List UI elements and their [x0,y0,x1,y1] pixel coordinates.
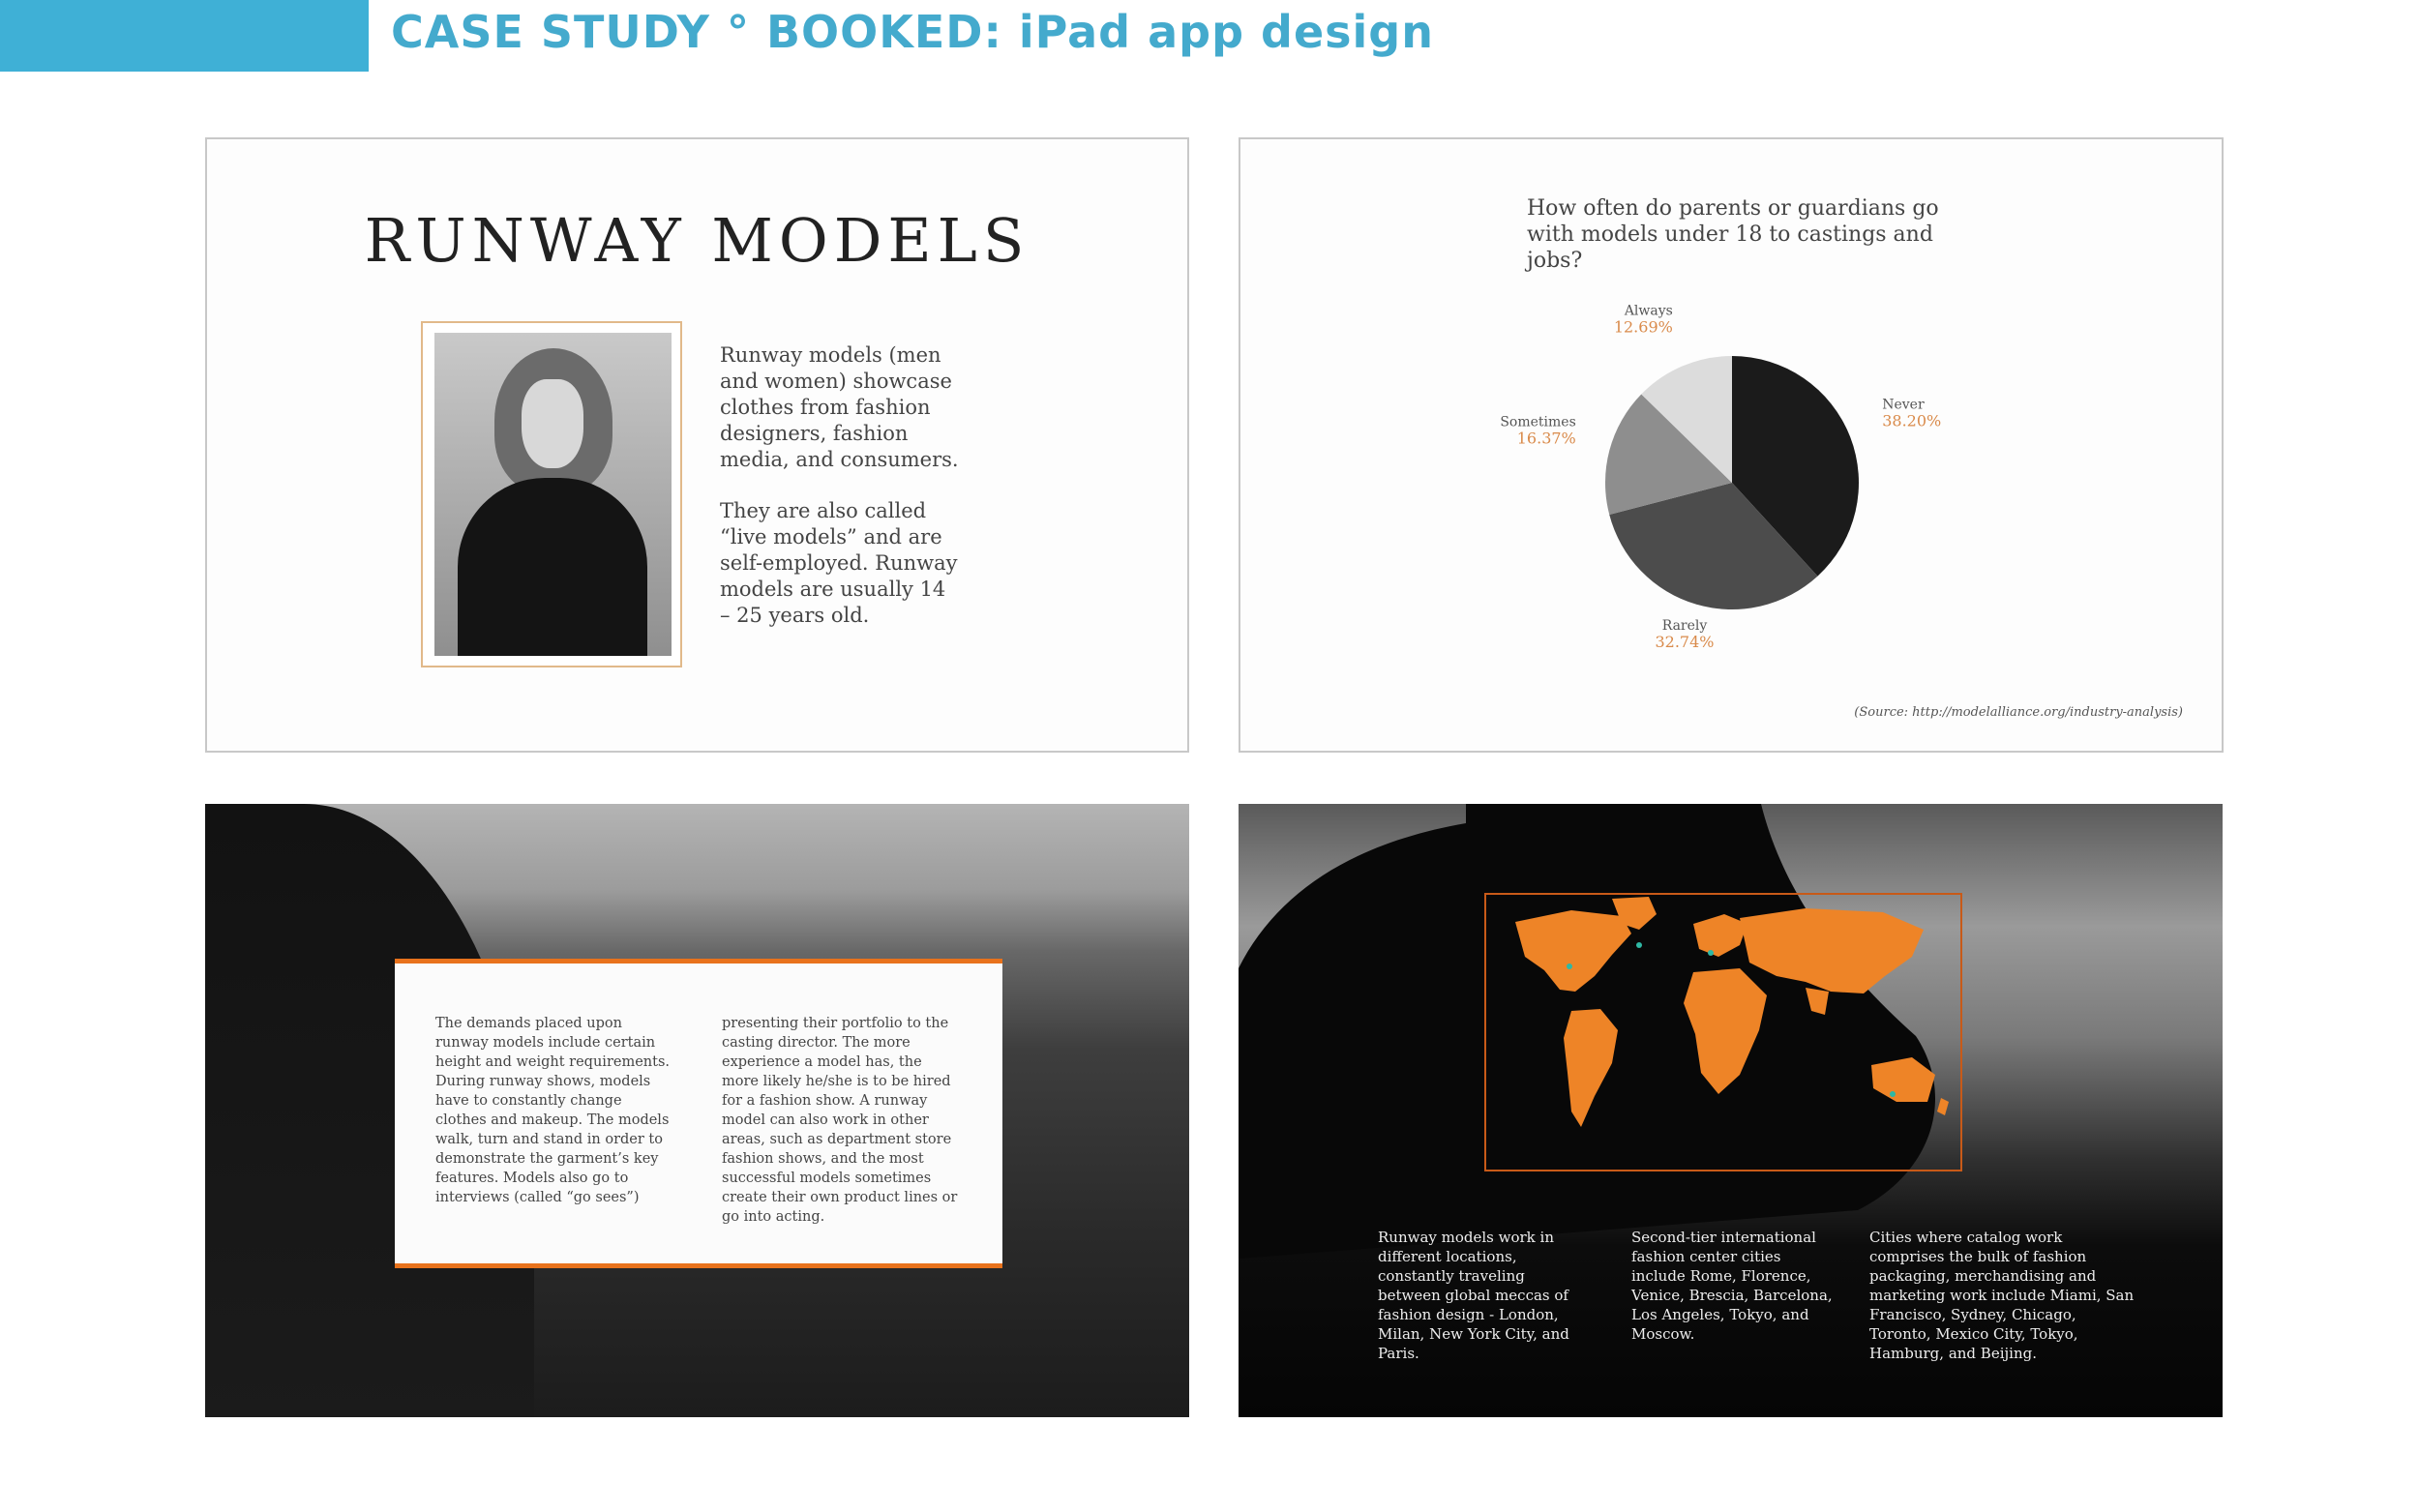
pie-value-never: 38.20% [1882,411,1942,430]
text-column-2: presenting their portfolio to the casting director. The more experience a model has, the more likely he/she is to be hired for a fashion show. A runway model can also work in other areas, such as department store fashion shows, and the most successful models sometimes create their own product lines or go into acting. [722,1016,958,1225]
pie-chart [1240,139,2222,751]
model-photo-frame [421,321,682,667]
slide-demands[interactable] [205,804,1189,1417]
pie-label-sometimes: Sometimes [1500,414,1576,430]
pie-value-rarely: 32.74% [1655,632,1715,651]
pie-label-always: Always [1624,303,1673,319]
photo-body [458,478,647,656]
text-column-2: Second-tier international fashion center cities include Rome, Florence, Venice, Brescia, Barcelona, Los Angeles, Tokyo, and Moscow. [1631,1229,1833,1343]
pie-value-sometimes: 16.37% [1516,429,1576,448]
text-card [395,959,1002,1268]
model-photo [434,333,672,656]
chart-title: How often do parents or guardians go with models under 18 to castings and jobs? [1527,196,1939,273]
slide-runway-models[interactable] [205,137,1189,753]
text-column-3: Cities where catalog work comprises the bulk of fashion packaging, merchandising and marketing work include Miami, San Francisco, Sydney, Chicago, Toronto, Mexico City, Tokyo, Hamburg, and Beijing. [1869,1229,2135,1362]
photo-face [522,379,583,468]
slide-heading: RUNWAY MODELS [364,205,1030,276]
slide-body-text [720,342,962,654]
slide-world-map[interactable] [1239,804,2223,1417]
world-map-frame [1484,893,1962,1171]
pie-label-never: Never [1882,397,1925,413]
world-map [1486,895,1960,1170]
body-paragraph-2: They are also called “live models” and are self-employed. Runway models are usually 14 – 25 years old. [720,499,958,627]
page-title: CASE STUDY ° BOOKED: iPad app design [391,6,1434,58]
pie-label-rarely: Rarely [1661,617,1708,634]
slide-pie-chart[interactable] [1239,137,2224,753]
title-accent-bar [0,0,369,72]
text-column-1: Runway models work in different locations, constantly traveling between global meccas of fashion design - London, Milan, New York City, and Paris. [1378,1229,1569,1362]
pie-value-always: 12.69% [1613,317,1673,337]
body-paragraph-1: Runway models (men and women) showcase clothes from fashion designers, fashion media, and consumers. [720,343,959,471]
text-column-1: The demands placed upon runway models include certain height and weight requirements. During runway shows, models have to constantly change clothes and makeup. The models walk, turn and stand in order to demonstrate the garment’s key features. Models also go to interviews (called “go sees”) [435,1016,671,1205]
chart-source: (Source: http://modelalliance.org/industry-analysis) [1854,705,2183,720]
